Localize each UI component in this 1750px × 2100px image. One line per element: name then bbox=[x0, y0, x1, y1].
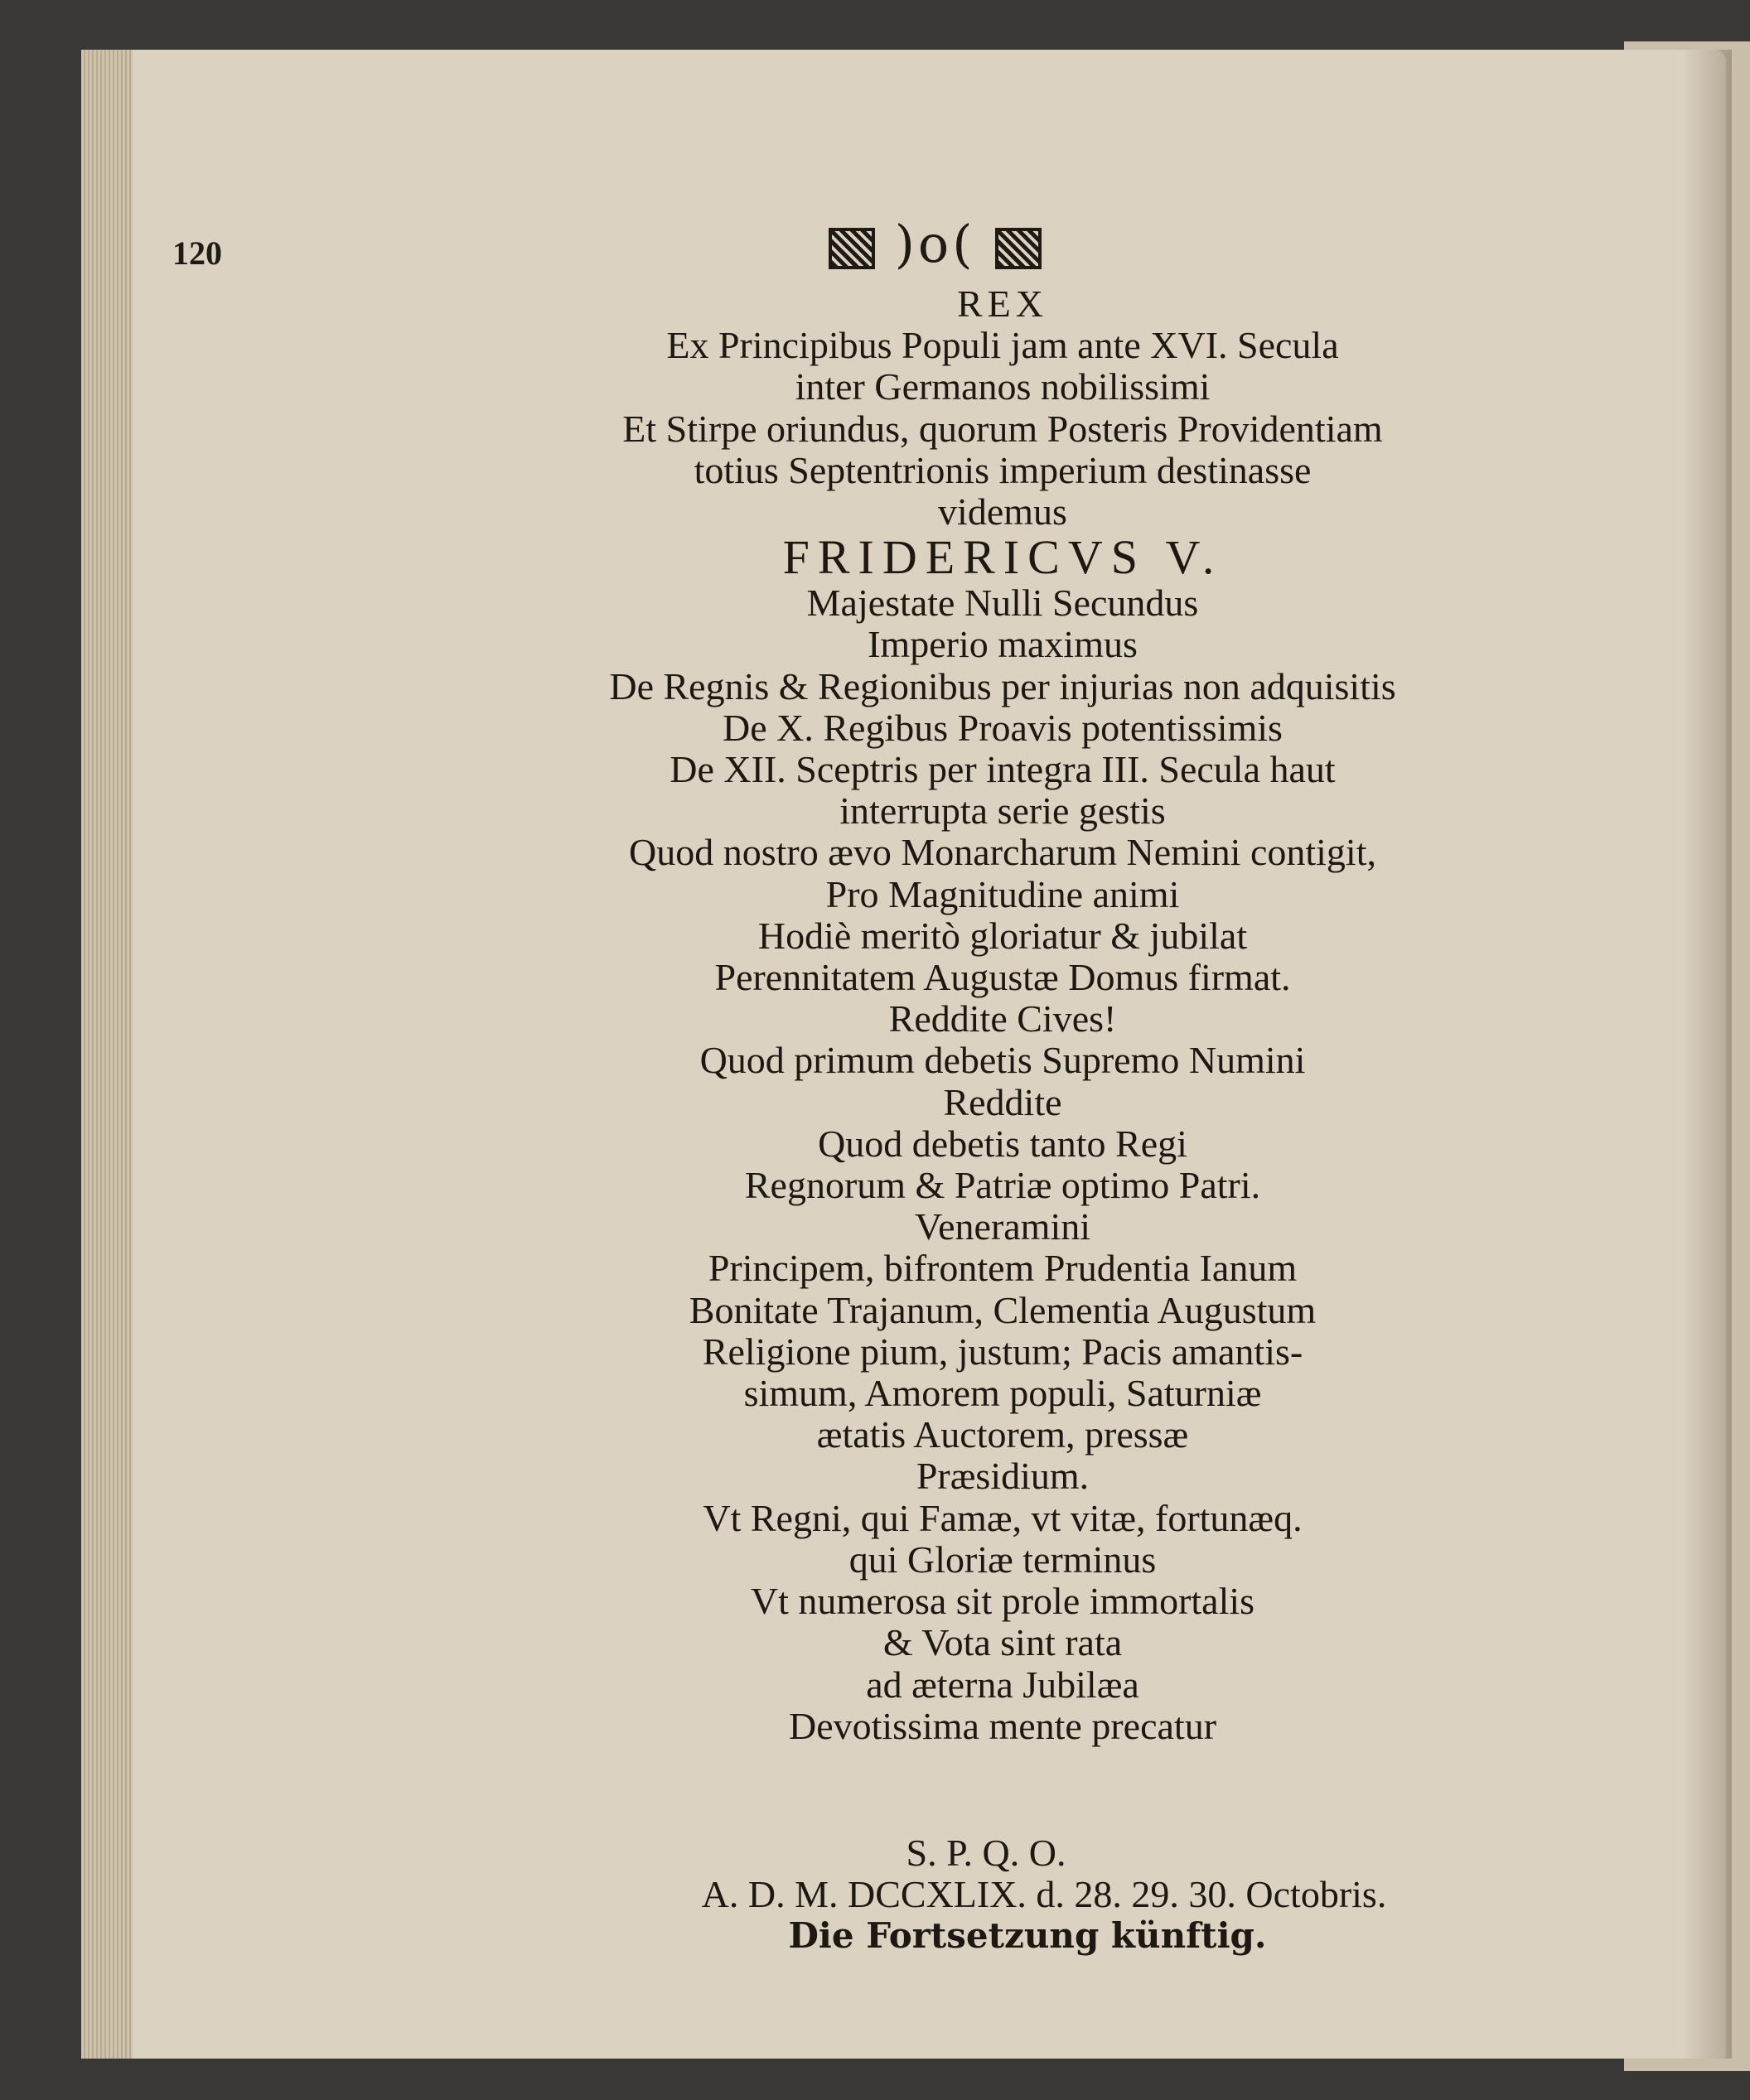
text-line: Vt Regni, qui Famæ, vt vitæ, fortunæq. bbox=[703, 1496, 1303, 1539]
text-line: Reddite Cives! bbox=[888, 997, 1117, 1040]
text-line: Hodiè meritò gloriatur & jubilat bbox=[757, 914, 1248, 957]
text-line: De XII. Sceptris per integra III. Secula haut bbox=[670, 748, 1336, 791]
text-line: inter Germanos nobilissimi bbox=[795, 365, 1211, 408]
ornament-block-left-icon bbox=[829, 228, 875, 269]
text-line: totius Septentrionis imperium destinasse bbox=[694, 448, 1312, 491]
text-line: Regnorum & Patriæ optimo Patri. bbox=[744, 1164, 1261, 1207]
header-ornament bbox=[829, 214, 1042, 274]
text-line: Bonitate Trajanum, Clementia Augustum bbox=[689, 1288, 1317, 1331]
ornament-block-right-icon bbox=[995, 228, 1042, 269]
date-line: A. D. M. DCCXLIX. d. 28. 29. 30. Octobris. bbox=[701, 1873, 1387, 1915]
text-line: Præsidium. bbox=[916, 1455, 1090, 1498]
text-line: videmus bbox=[938, 490, 1067, 533]
text-line: Devotissima mente precatur bbox=[788, 1704, 1217, 1747]
text-line: ad æterna Jubilæa bbox=[866, 1663, 1139, 1706]
text-line: interrupta serie gestis bbox=[839, 789, 1166, 833]
text-line: Quod nostro ævo Monarcharum Nemini contigit, bbox=[629, 831, 1376, 874]
dedication-text bbox=[530, 283, 1475, 1747]
text-line: Principem, bifrontem Prudentia Ianum bbox=[708, 1247, 1298, 1290]
text-line: ætatis Auctorem, pressæ bbox=[816, 1413, 1189, 1456]
text-line: qui Gloriæ terminus bbox=[848, 1538, 1157, 1581]
text-line: & Vota sint rata bbox=[882, 1621, 1123, 1664]
text-line: Majestate Nulli Secundus bbox=[806, 582, 1199, 625]
text-line: Imperio maximus bbox=[868, 623, 1138, 666]
king-name: FRIDERICVS V. bbox=[782, 530, 1223, 585]
text-line: De Regnis & Regionibus per injurias non adquisitis bbox=[609, 664, 1396, 707]
text-line: De X. Regibus Proavis potentissimis bbox=[723, 706, 1283, 749]
ornament-center: )o( bbox=[894, 214, 976, 274]
text-line: Vt numerosa sit prole immortalis bbox=[750, 1580, 1255, 1623]
text-line: Quod debetis tanto Regi bbox=[818, 1122, 1187, 1165]
text-line: Perennitatem Augustæ Domus firmat. bbox=[714, 956, 1291, 999]
text-line: Reddite bbox=[943, 1080, 1062, 1123]
text-line: simum, Amorem populi, Saturniæ bbox=[743, 1372, 1262, 1415]
signature-line: S. P. Q. O. bbox=[906, 1832, 1066, 1874]
text-line: Pro Magnitudine animi bbox=[825, 872, 1180, 915]
text-line: Et Stirpe oriundus, quorum Posteris Providentiam bbox=[622, 407, 1383, 450]
text-line: REX bbox=[957, 282, 1048, 325]
text-line: Quod primum debetis Supremo Numini bbox=[699, 1039, 1306, 1082]
imprint bbox=[605, 1832, 1483, 1957]
page-gutter-shadow bbox=[1682, 50, 1732, 2059]
page-number: 120 bbox=[172, 234, 222, 272]
text-line: Religione pium, justum; Pacis amantis- bbox=[702, 1330, 1303, 1373]
continuation-note: Die Fortsetzung künftig. bbox=[788, 1915, 1267, 1956]
page-block-edge bbox=[81, 50, 133, 2059]
text-line: Ex Principibus Populi jam ante XVI. Secula bbox=[666, 324, 1339, 367]
text-line: Veneramini bbox=[914, 1205, 1091, 1248]
